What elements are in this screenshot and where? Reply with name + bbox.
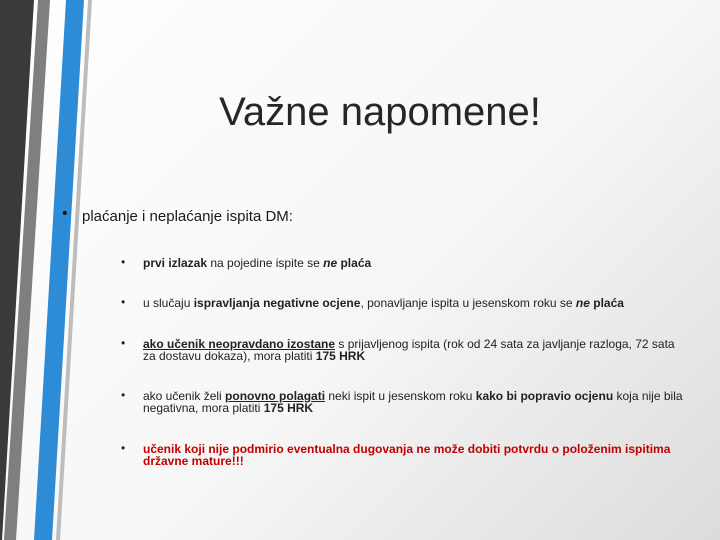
emphasis-text: ne bbox=[323, 256, 338, 270]
bold-text: plaća bbox=[589, 296, 624, 310]
sub-bullet-5 bbox=[121, 441, 683, 468]
bullet-dot: • bbox=[121, 441, 126, 455]
text: , ponavljanje ispita u jesenskom roku se bbox=[360, 296, 576, 310]
bold-text: 175 HRK bbox=[315, 349, 366, 363]
text: na pojedine ispite se bbox=[207, 256, 324, 270]
bullet-dot: • bbox=[121, 336, 126, 350]
bold-text: prvi izlazak bbox=[143, 256, 208, 270]
sub-bullet-4 bbox=[121, 388, 683, 415]
text: neki ispit u jesenskom roku bbox=[325, 389, 476, 403]
left-decoration bbox=[0, 0, 120, 540]
bullet-dot: • bbox=[121, 295, 126, 309]
bold-text: 175 HRK bbox=[263, 401, 314, 415]
bold-text: ispravljanja negativne ocjene bbox=[193, 296, 361, 310]
bullet-dot: • bbox=[121, 388, 126, 402]
sub-bullet-1 bbox=[121, 255, 683, 270]
sub-bullet-3 bbox=[121, 336, 683, 363]
text: koja nije bila negativna, mora platiti bbox=[143, 389, 683, 415]
emphasis-text: ne bbox=[575, 296, 590, 310]
warning-text: učenik koji nije podmirio eventualna dugovanja ne može dobiti potvrdu o položenim ispitima državne mature!!! bbox=[143, 442, 671, 468]
text: s prijavljenog ispita (rok od 24 sata za javljanje razloga, 72 sata za dostavu dokaza), mora platiti bbox=[143, 337, 675, 363]
main-bullet bbox=[62, 205, 293, 225]
bold-text: plaća bbox=[337, 256, 372, 270]
bold-underlined-text: ponovno polagati bbox=[225, 389, 326, 403]
bullet-dot: • bbox=[62, 205, 68, 222]
text: ako učenik želi bbox=[143, 389, 226, 403]
slide-title: Važne napomene! bbox=[219, 90, 541, 134]
bold-text: kako bi popravio ocjenu bbox=[475, 389, 614, 403]
bullet-dot: • bbox=[121, 255, 126, 269]
bold-underlined-text: ako učenik neopravdano izostane bbox=[143, 337, 336, 351]
sub-bullet-2 bbox=[121, 295, 683, 310]
main-bullet-text: plaćanje i neplaćanje ispita DM: bbox=[82, 208, 293, 225]
text: u slučaju bbox=[143, 296, 194, 310]
